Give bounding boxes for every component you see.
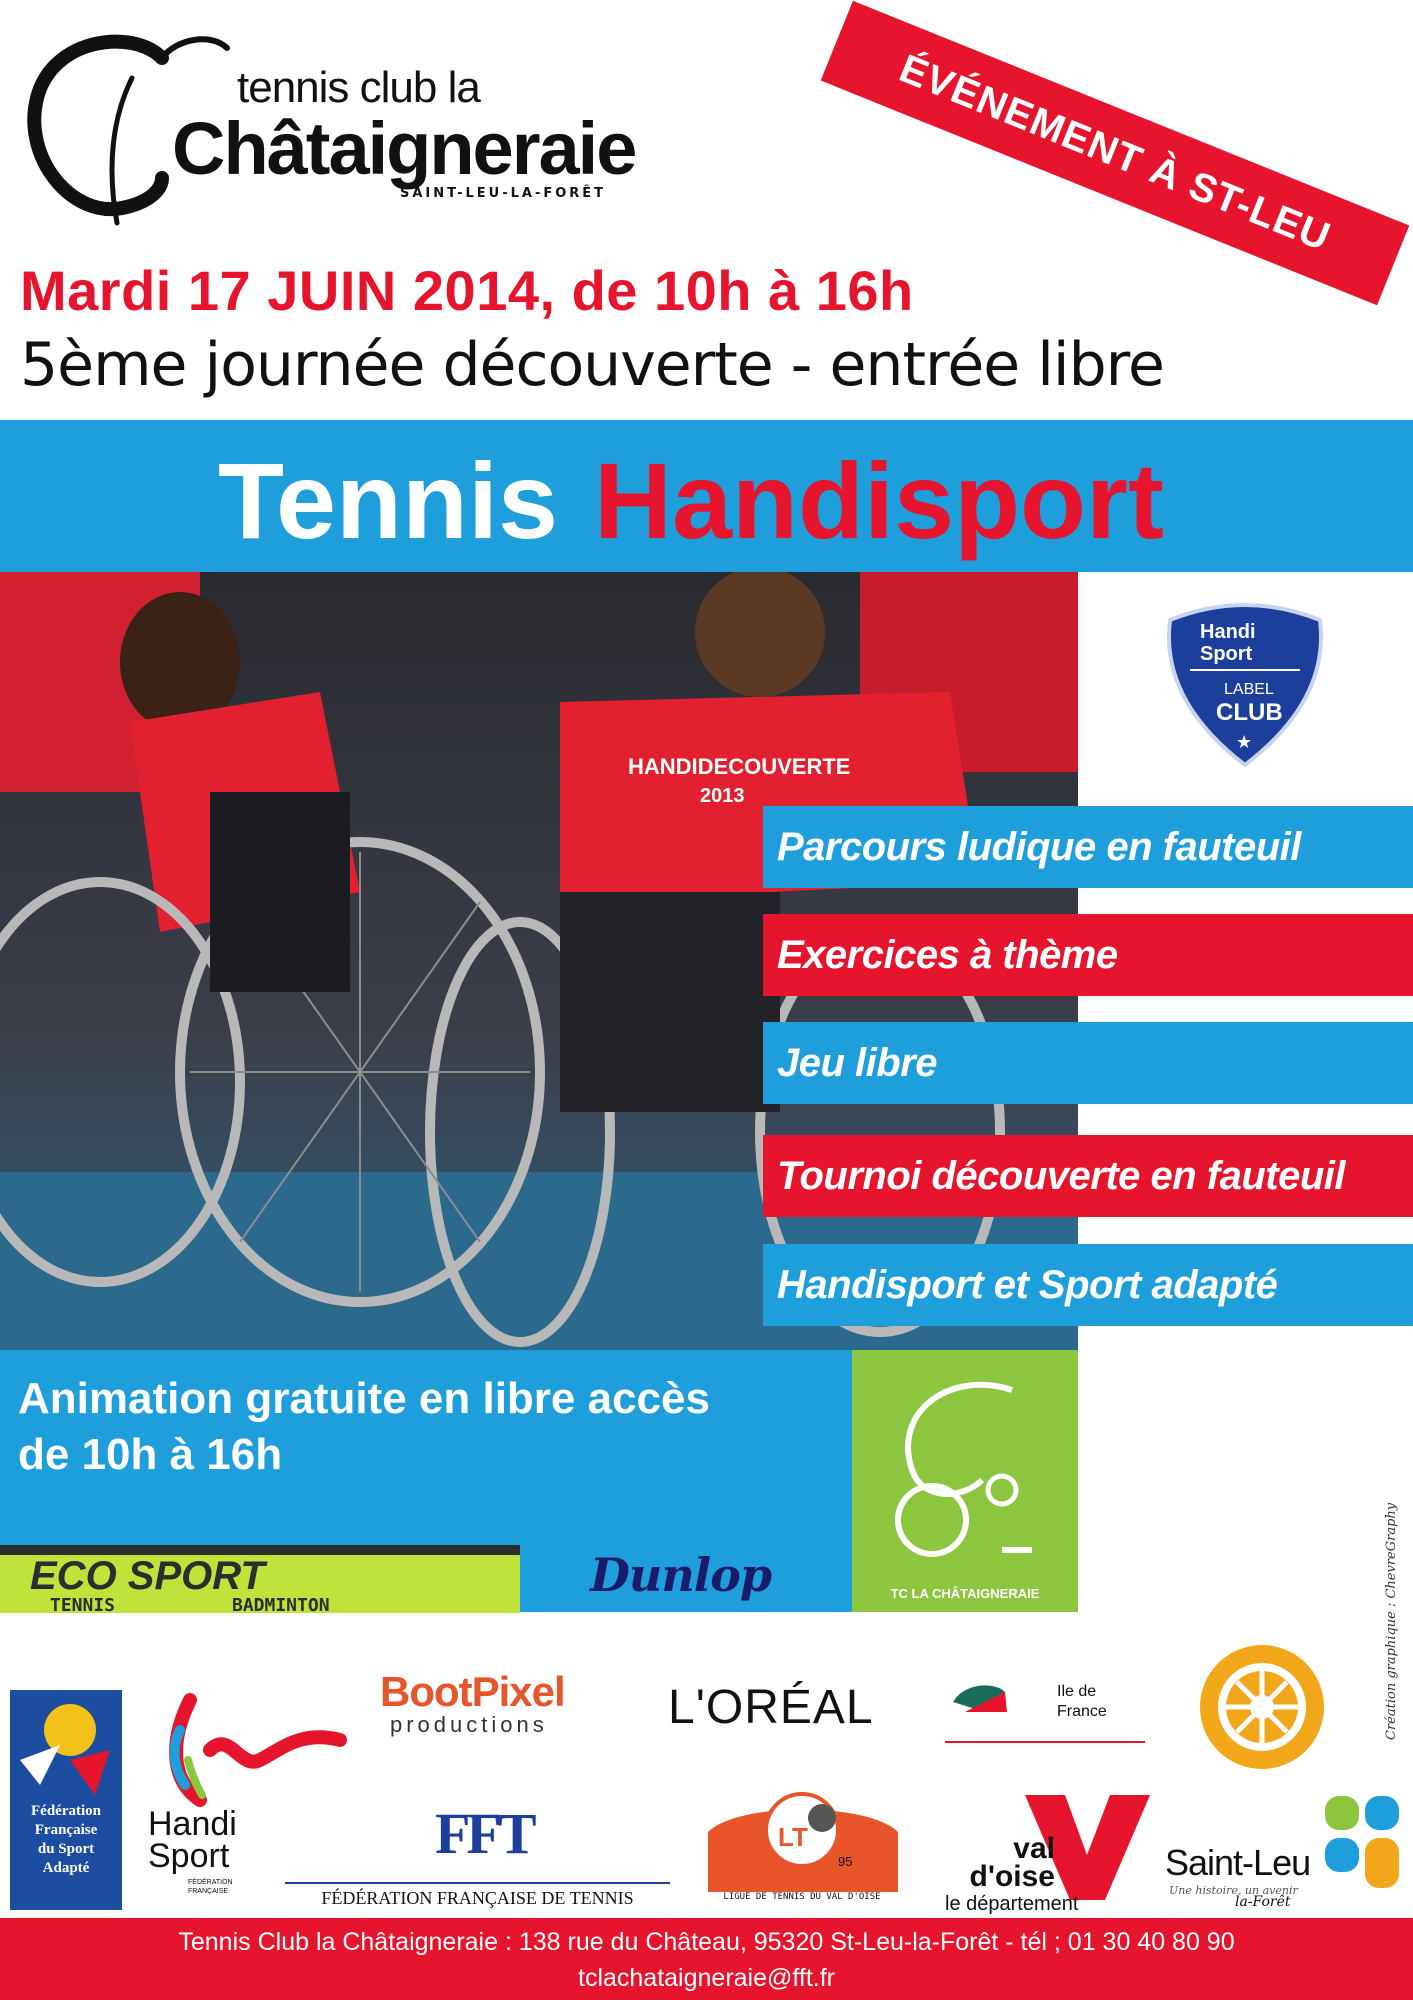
handisport-federation-logo: Handi Sport FÉDÉRATION FRANÇAISE <box>140 1690 355 1910</box>
svg-text:CLUB: CLUB <box>1216 699 1283 726</box>
shirt-text-1: HANDIDECOUVERTE <box>628 754 851 779</box>
club-city: SAINT-LEU-LA-FORÊT <box>400 186 607 201</box>
svg-text:ECO SPORT: ECO SPORT <box>30 1554 265 1598</box>
title-handisport: Handisport <box>594 440 1165 561</box>
val-doise-logo: val d'oise le département <box>945 1795 1150 1907</box>
svg-text:★: ★ <box>1236 732 1253 753</box>
free-access-line-2: de 10h à 16h <box>18 1430 283 1479</box>
footer-address: Tennis Club la Châtaigneraie : 138 rue du Château, 95320 St-Leu-la-Forêt - tél ; 01 30 40 80 90 <box>178 1928 1235 1956</box>
free-access-line-1: Animation gratuite en libre accès <box>18 1374 710 1423</box>
club-c-wheelchair-icon <box>852 1350 1078 1590</box>
activity-tournoi: Tournoi découverte en fauteuil <box>763 1135 1413 1217</box>
dunlop-logo: Dunlop <box>590 1548 772 1602</box>
club-name-small: tennis club la <box>237 63 480 112</box>
ligue-ball-icon <box>698 1782 906 1892</box>
club-logo-caption: TC LA CHÂTAIGNERAIE <box>890 1586 1040 1601</box>
footer-email[interactable]: tclachataigneraie@fft.fr <box>578 1964 835 1992</box>
club-name-big: Châtaigneraie <box>172 107 636 190</box>
rotary-logo <box>1195 1640 1330 1775</box>
bootpixel-logo: BootPixel productions <box>380 1668 565 1737</box>
saint-leu-shapes-icon <box>1325 1790 1405 1900</box>
loreal-logo: L'ORÉAL <box>668 1681 874 1734</box>
saint-leu-logo: Saint-Leu Une histoire, un avenir la-Forêt <box>1165 1790 1405 1910</box>
ffsa-figure-icon <box>10 1690 122 1800</box>
activity-jeu-libre: Jeu libre <box>763 1022 1413 1104</box>
credit-agricole-icon <box>945 1672 1145 1752</box>
credit-text <box>1375 1430 1405 1750</box>
rotary-wheel-icon <box>1195 1640 1330 1775</box>
event-date: Mardi 17 JUIN 2014, de 10h à 16h <box>20 259 914 322</box>
svg-text:Handi: Handi <box>1200 621 1256 643</box>
svg-text:Ile de: Ile de <box>1057 1683 1097 1700</box>
svg-text:France: France <box>1057 1703 1107 1720</box>
label-club-shield-icon <box>1150 600 1340 770</box>
ecosport-logo <box>0 1545 520 1613</box>
fft-logo: FFT FÉDÉRATION FRANÇAISE DE TENNIS <box>285 1800 670 1912</box>
activity-parcours: Parcours ludique en fauteuil <box>763 806 1413 888</box>
svg-text:TENNIS: TENNIS <box>50 1595 116 1613</box>
svg-text:95: 95 <box>838 1854 853 1869</box>
credit-agricole-logo <box>945 1672 1145 1752</box>
svg-text:Création graphique : ChevreGra: Création graphique : ChevreGraphy <box>1384 1502 1399 1740</box>
event-subtitle: 5ème journée découverte - entrée libre <box>20 330 1164 400</box>
handisport-label-club-badge <box>1150 600 1340 770</box>
svg-text:LABEL: LABEL <box>1224 681 1274 698</box>
club-logo-header <box>12 18 652 238</box>
tc-chataigneraie-handisport-logo <box>852 1350 1078 1612</box>
activity-handisport-sport-adapte: Handisport et Sport adapté <box>763 1244 1413 1326</box>
graphic-credit <box>1375 1430 1405 1750</box>
activity-exercices: Exercices à thème <box>763 914 1413 996</box>
ligue-tennis-val-doise-logo: LT 95 LIGUE DE TENNIS DU VAL D'OISE <box>698 1782 906 1912</box>
svg-text:LT: LT <box>778 1822 808 1852</box>
svg-text:Sport: Sport <box>1200 643 1253 665</box>
ffsa-logo: Fédération Française du Sport Adapté <box>10 1690 122 1910</box>
title-band <box>0 420 1413 572</box>
shirt-text-2: 2013 <box>700 785 745 807</box>
title-tennis: Tennis <box>218 440 559 561</box>
footer-contact <box>0 1918 1413 2000</box>
svg-text:BADMINTON: BADMINTON <box>232 1595 330 1613</box>
ecosport-banner <box>0 1545 520 1613</box>
handisport-swoosh-icon <box>140 1690 355 1810</box>
event-banner: ÉVÉNEMENT À ST-LEU <box>821 1 1410 306</box>
